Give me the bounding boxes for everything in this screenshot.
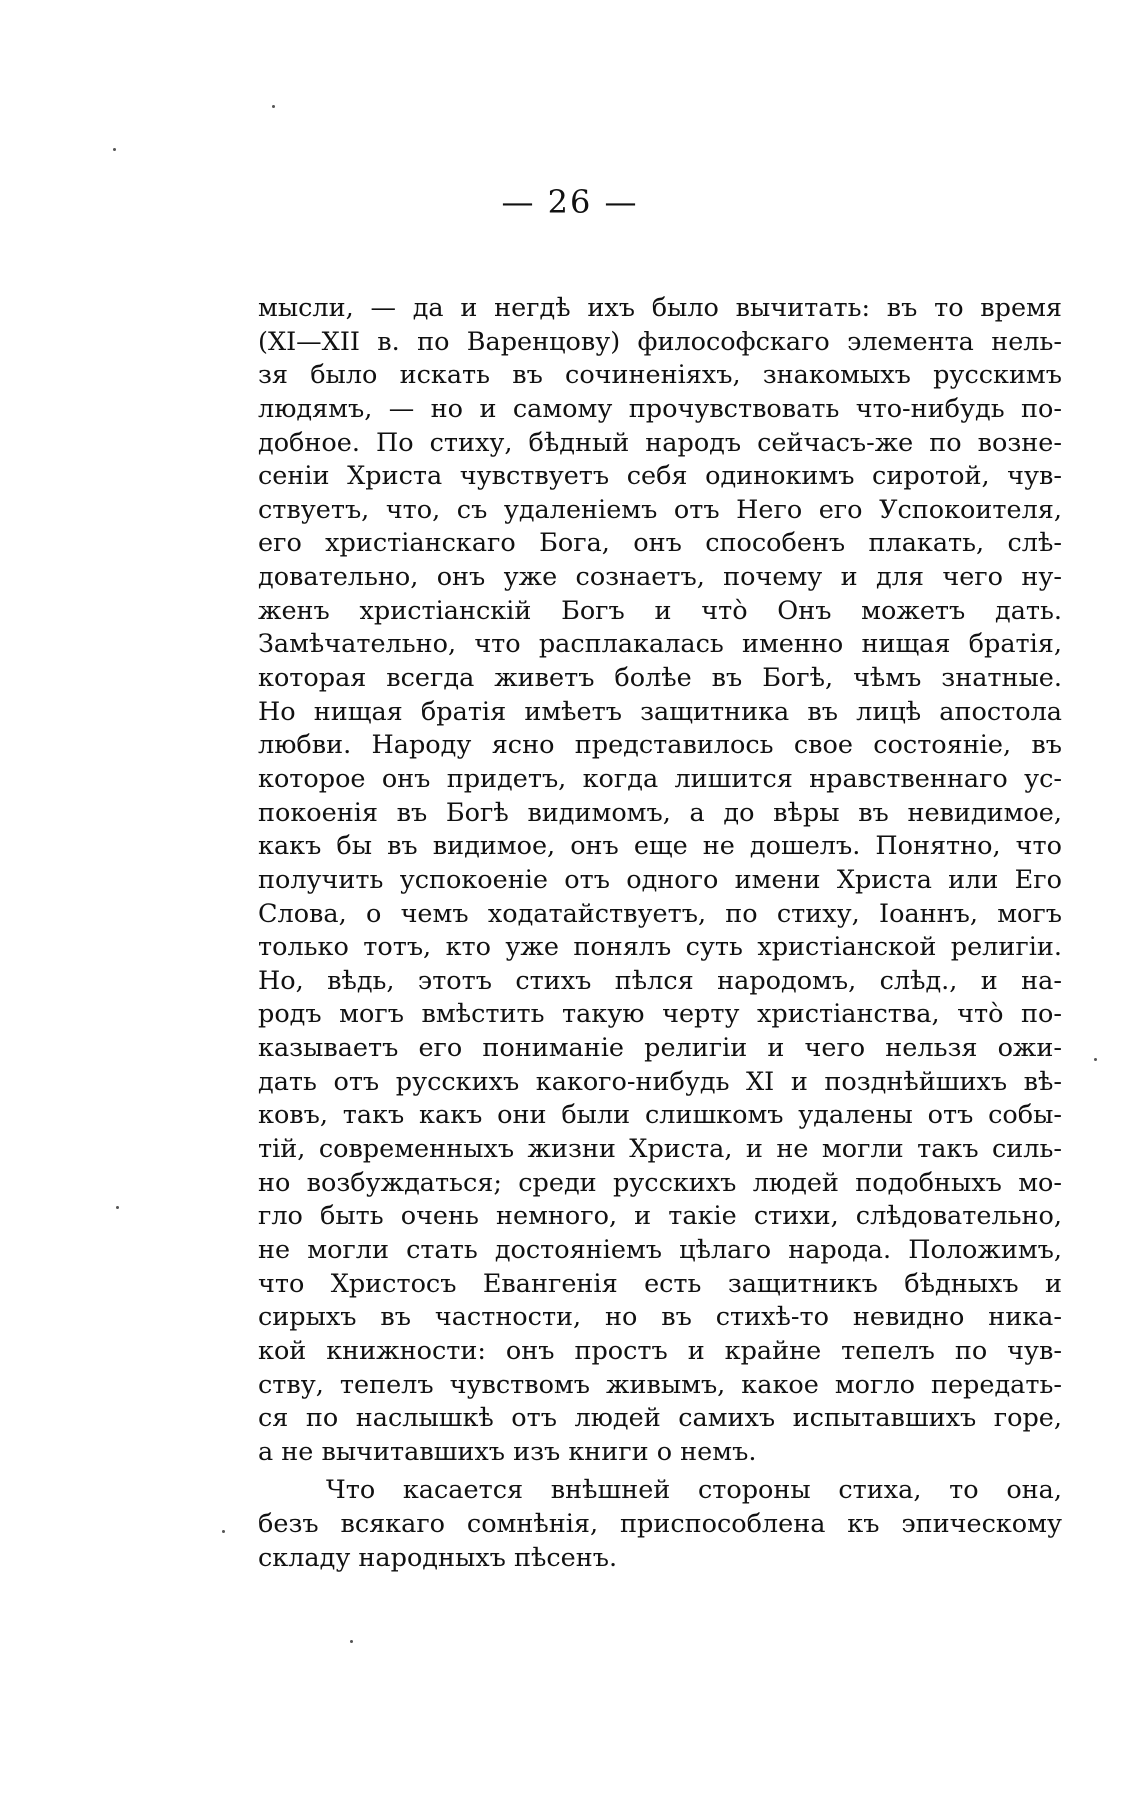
text-line: зя было искать въ сочиненіяхъ, знакомыхъ русскимъ xyxy=(258,360,1062,391)
scan-speck xyxy=(222,1530,225,1533)
text-line: родъ могъ вмѣстить такую черту христіанства, что̀ по- xyxy=(258,999,1062,1030)
text-line: а не вычитавшихъ изъ книги о немъ. xyxy=(258,1436,757,1467)
text-line: получить успокоеніе отъ одного имени Христа или Его xyxy=(258,864,1062,895)
text-line: ся по наслышкѣ отъ людей самихъ испытавшихъ горе, xyxy=(258,1403,1062,1434)
text-line: складу народныхъ пѣсенъ. xyxy=(258,1542,618,1573)
text-block xyxy=(258,292,1062,1575)
text-line: дать отъ русскихъ какого-нибудь XI и позднѣйшихъ вѣ- xyxy=(258,1066,1062,1097)
text-line: довательно, онъ уже сознаетъ, почему и для чего ну- xyxy=(258,562,1062,593)
text-line: женъ христіанскій Богъ и что̀ Онъ можетъ дать. xyxy=(258,595,1062,626)
text-line: гло быть очень немного, и такіе стихи, слѣдовательно, xyxy=(258,1201,1062,1232)
text-line: покоенія въ Богѣ видимомъ, а до вѣры въ невидимое, xyxy=(258,797,1062,828)
text-line: людямъ, — но и самому прочувствовать что-нибудь по- xyxy=(258,393,1062,424)
page-number: — 26 — xyxy=(501,183,639,221)
text-line: казываетъ его пониманіе религіи и чего нельзя ожи- xyxy=(258,1033,1062,1064)
scan-speck xyxy=(113,148,116,151)
text-line: добное. По стиху, бѣдный народъ сейчасъ-же по вознe- xyxy=(258,427,1062,458)
paragraph xyxy=(258,1474,1062,1575)
text-line: не могли стать достояніемъ цѣлаго народа. Положимъ, xyxy=(258,1234,1062,1265)
text-line: какъ бы въ видимое, онъ еще не дошелъ. Понятно, что xyxy=(258,831,1062,862)
text-line: только тотъ, кто уже понялъ суть христіанской религіи. xyxy=(258,932,1062,963)
text-line: которое онъ придетъ, когда лишится нравственнаго ус- xyxy=(258,763,1062,794)
text-line: любви. Народу ясно представилось свое состояніе, въ xyxy=(258,730,1062,761)
text-line: кой книжности: онъ простъ и крайне тепелъ по чув- xyxy=(258,1335,1062,1366)
scan-speck xyxy=(116,1206,119,1209)
scan-speck xyxy=(272,105,275,108)
text-line: Замѣчательно, что расплакалась именно нищая братія, xyxy=(258,629,1062,660)
scan-speck xyxy=(350,1640,353,1643)
paragraph xyxy=(258,292,1062,1469)
text-line: которая всегда живетъ болѣе въ Богѣ, чѣмъ знатные. xyxy=(258,663,1062,694)
text-line: ковъ, такъ какъ они были слишкомъ удалены отъ собы- xyxy=(258,1100,1062,1131)
text-line: что Христосъ Евангенія есть защитникъ бѣдныхъ и xyxy=(258,1268,1062,1299)
scan-speck xyxy=(1094,1058,1097,1061)
text-line: его христіанскаго Бога, онъ способенъ плакать, слѣ- xyxy=(258,528,1062,559)
text-line: ствуетъ, что, съ удаленіемъ отъ Него его Успокоителя, xyxy=(258,494,1062,525)
text-line: (XI—XII в. по Варенцову) философскаго элемента нель- xyxy=(258,326,1062,357)
text-line: ству, тепелъ чувствомъ живымъ, какое могло передать- xyxy=(258,1369,1062,1400)
text-line: сирыхъ въ частности, но въ стихѣ-то невидно ника- xyxy=(258,1302,1062,1333)
text-line: Что касается внѣшней стороны стиха, то она, xyxy=(326,1475,1062,1506)
text-line: сеніи Христа чувствуетъ себя одинокимъ сиротой, чув- xyxy=(258,461,1062,492)
text-line: Слова, о чемъ ходатайствуетъ, по стиху, Іоаннъ, могъ xyxy=(258,898,1062,929)
text-line: тій, современныхъ жизни Христа, и не могли такъ силь- xyxy=(258,1134,1062,1165)
text-line: но возбуждаться; среди русскихъ людей подобныхъ мо- xyxy=(258,1167,1062,1198)
text-line: Но, вѣдь, этотъ стихъ пѣлся народомъ, слѣд., и на- xyxy=(258,965,1062,996)
text-line: Но нищая братія имѣетъ защитника въ лицѣ апостола xyxy=(258,696,1062,727)
text-line: мысли, — да и негдѣ ихъ было вычитать: въ то время xyxy=(258,293,1062,323)
text-line: безъ всякаго сомнѣнія, приспособлена къ эпическому xyxy=(258,1509,1062,1540)
